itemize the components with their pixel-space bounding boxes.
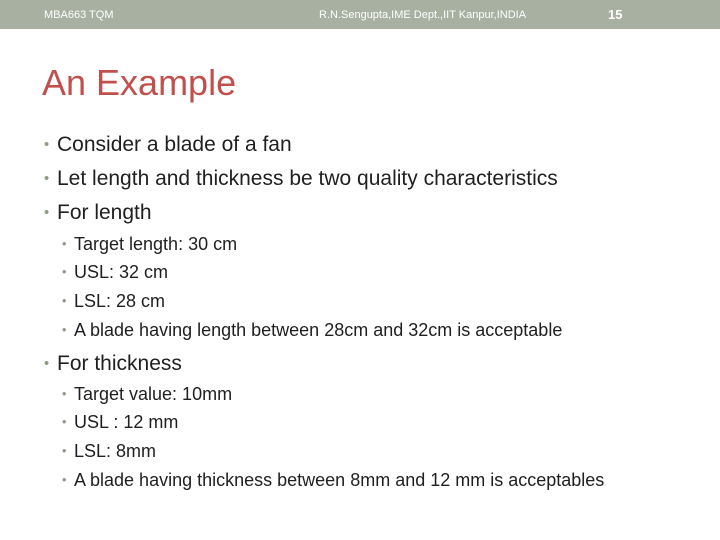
list-item: • Target value: 10mm [62, 384, 233, 404]
list-item: • For length [44, 201, 152, 224]
bullet-icon: • [44, 204, 50, 221]
list-item: • Consider a blade of a fan [44, 133, 292, 156]
list-item: • Let length and thickness be two quality characteristics [44, 167, 558, 190]
list-item: • LSL: 8mm [62, 441, 157, 461]
bullet-icon: • [44, 355, 50, 372]
bullet-icon: • [62, 387, 67, 402]
bullet-icon: • [62, 237, 67, 252]
slide-number: 15 [608, 7, 623, 22]
bullet-icon: • [62, 265, 67, 280]
list-item: • USL : 12 mm [62, 412, 179, 432]
bullet-icon: • [62, 323, 67, 338]
list-item: • LSL: 28 cm [62, 291, 166, 311]
list-item: • A blade having thickness between 8mm and 12 mm is acceptables [62, 470, 605, 490]
course-code: MBA663 TQM [44, 9, 114, 21]
slide-title: An Example [42, 62, 237, 103]
list-item: • Target length: 30 cm [62, 234, 238, 254]
bullet-icon: • [44, 170, 50, 187]
list-item: • A blade having length between 28cm and 32cm is acceptable [62, 320, 563, 340]
bullet-icon: • [62, 444, 67, 459]
list-item: • For thickness [44, 352, 182, 375]
bullet-icon: • [62, 473, 67, 488]
list-item: • USL: 32 cm [62, 262, 169, 282]
header-bar [0, 0, 720, 29]
bullet-icon: • [62, 294, 67, 309]
author-affiliation: R.N.Sengupta,IME Dept.,IIT Kanpur,INDIA [319, 9, 527, 21]
bullet-icon: • [62, 415, 67, 430]
bullet-icon: • [44, 136, 50, 153]
